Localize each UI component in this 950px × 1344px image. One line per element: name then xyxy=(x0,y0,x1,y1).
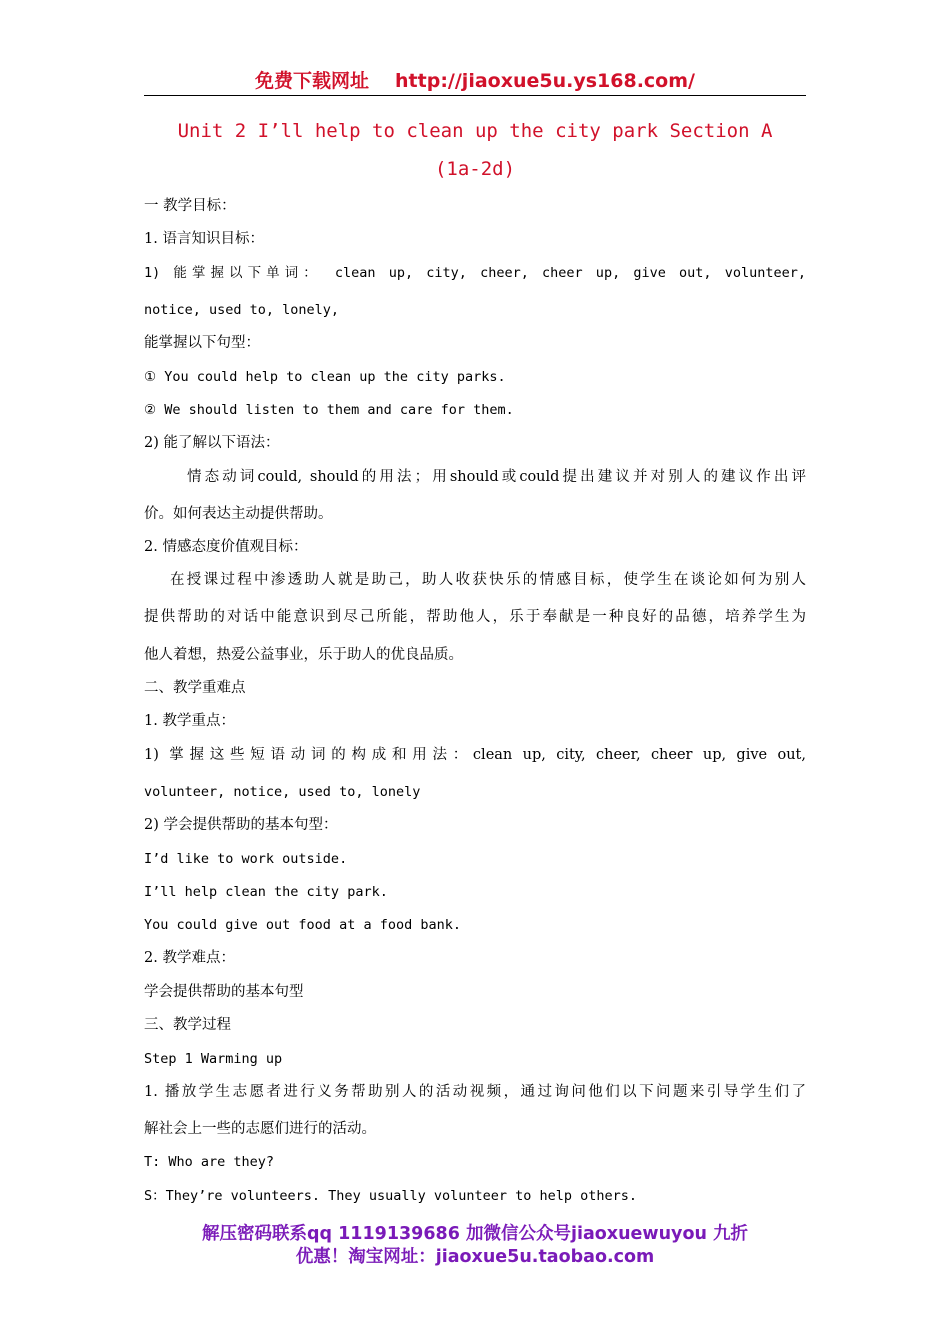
subheading-difficult-points: 2. 教学难点： xyxy=(144,950,235,966)
key-sentence-1: I’d like to work outside. xyxy=(144,851,348,867)
document-title-line1: Unit 2 I’ll help to clean up the city park Section A xyxy=(177,120,773,142)
footer-promo-line-1: 解压密码联系qq 1119139686 加微信公众号jiaoxuewuyou 九折 xyxy=(201,1224,749,1244)
sentence-patterns-label: 能掌握以下句型： xyxy=(144,335,260,351)
emotion-goals-line-3: 他人着想，热爱公益事业，乐于助人的优良品质。 xyxy=(144,647,463,663)
section-heading-process: 三、教学过程 xyxy=(144,1017,231,1033)
key-points-line-2: volunteer, notice, used to, lonely xyxy=(144,784,421,800)
dialog-teacher-line: T: Who are they? xyxy=(144,1154,275,1170)
key-points-line-1: 1) 掌握这些短语动词的构成和用法：clean up, city, cheer, cheer up, give out, xyxy=(144,747,806,763)
vocab-line-1: 1) 能掌握以下单词： clean up, city, cheer, cheer up, give out, volunteer, xyxy=(144,265,806,281)
header-url-link[interactable]: http://jiaoxue5u.ys168.com/ xyxy=(395,70,695,92)
key-sentence-3: You could give out food at a food bank. xyxy=(144,917,461,933)
page-header xyxy=(144,66,806,94)
section-heading-goals: 一 教学目标： xyxy=(144,198,236,214)
difficult-points-text: 学会提供帮助的基本句型 xyxy=(144,984,304,1000)
sentence-pattern-2: ② We should listen to them and care for them. xyxy=(144,402,514,418)
document-title-line2: (1a-2d) xyxy=(434,158,516,180)
vocab-line-2: notice, used to, lonely, xyxy=(144,302,340,318)
emotion-goals-line-2: 提供帮助的对话中能意识到尽己所能，帮助他人，乐于奉献是一种良好的品德，培养学生为 xyxy=(144,609,806,625)
key-sentence-2: I’ll help clean the city park. xyxy=(144,884,388,900)
grammar-text-line-2: 价。如何表达主动提供帮助。 xyxy=(144,506,333,522)
key-points-patterns-label: 2) 学会提供帮助的基本句型： xyxy=(144,817,338,833)
emotion-goals-line-1: 在授课过程中渗透助人就是助己，助人收获快乐的情感目标，使学生在谈论如何为别人 xyxy=(170,572,806,588)
header-divider xyxy=(144,95,806,96)
subheading-language-goals: 1. 语言知识目标： xyxy=(144,231,264,247)
header-site-name: 免费下载网址 xyxy=(255,70,370,92)
dialog-student-line: S：They’re volunteers. They usually volunteer to help others. xyxy=(144,1188,638,1204)
step-1-text-line-1: 1. 播放学生志愿者进行义务帮助别人的活动视频，通过询问他们以下问题来引导学生们了 xyxy=(144,1084,806,1100)
step-1-text-line-2: 解社会上一些的志愿们进行的活动。 xyxy=(144,1121,376,1137)
step-1-heading: Step 1 Warming up xyxy=(144,1051,283,1067)
grammar-text-line-1: 情态动词could, should的用法；用should或could提出建议并对别人的建议作出评 xyxy=(187,469,806,485)
subheading-key-points: 1. 教学重点： xyxy=(144,713,235,729)
section-heading-key-points: 二、教学重难点 xyxy=(144,680,246,696)
sentence-pattern-1: ① You could help to clean up the city parks. xyxy=(144,369,506,385)
grammar-label: 2) 能了解以下语法： xyxy=(144,435,280,451)
footer-promo-line-2: 优惠！淘宝网址：jiaoxue5u.taobao.com xyxy=(295,1247,655,1267)
subheading-emotion-goals: 2. 情感态度价值观目标： xyxy=(144,539,308,555)
